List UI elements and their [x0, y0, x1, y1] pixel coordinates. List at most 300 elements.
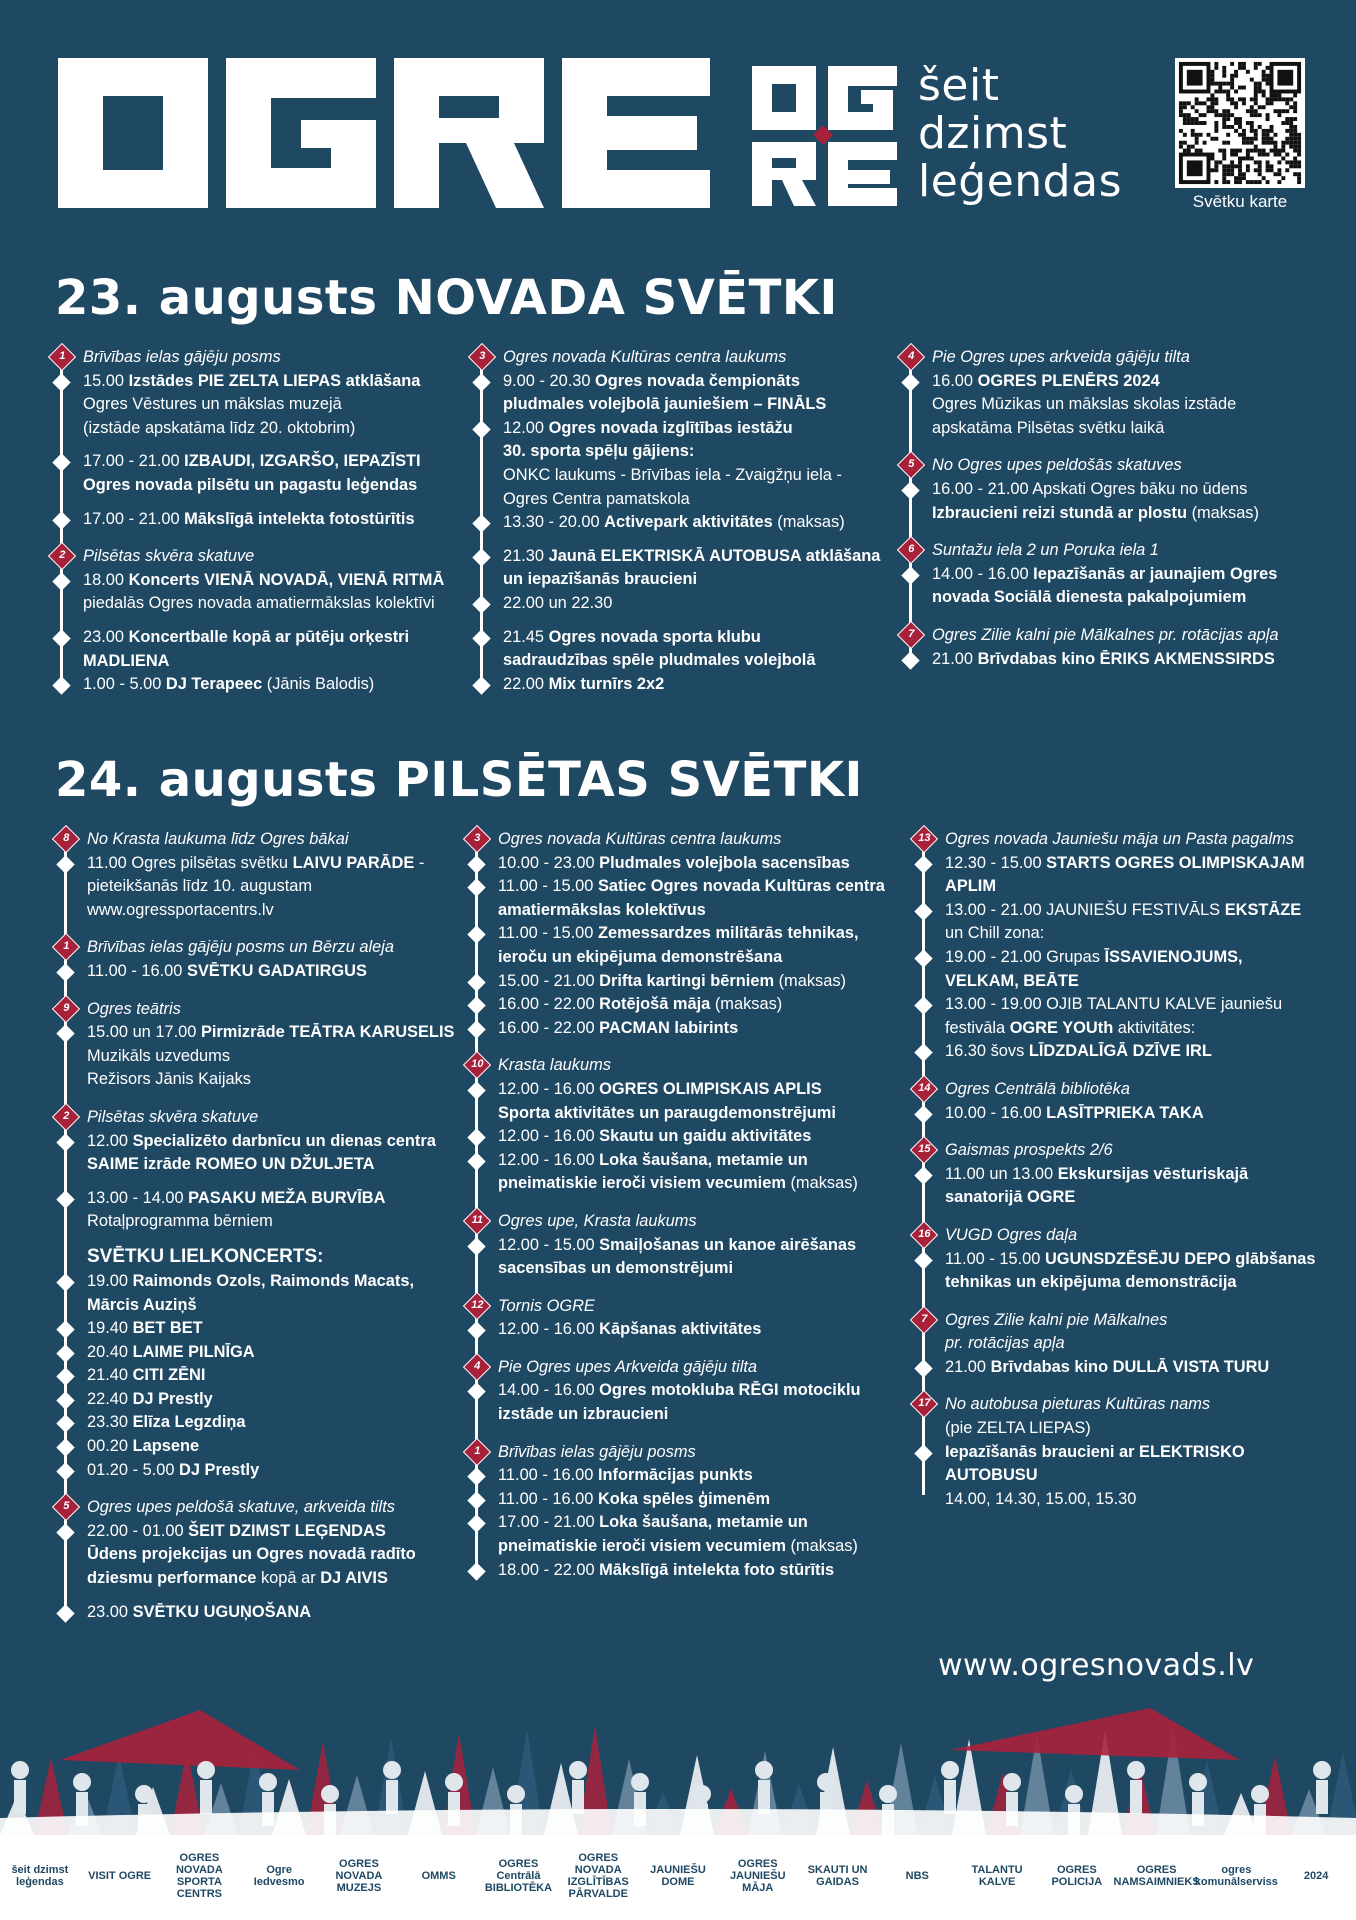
- event-line: [498, 1149, 918, 1173]
- event-line: [498, 993, 918, 1017]
- event-time: 12.00 - 16.00: [498, 1079, 600, 1098]
- event-marker: [56, 1368, 74, 1386]
- event-line: [932, 417, 1352, 441]
- sponsor-logo: OGRES NAMSAIMNIEKS: [1113, 1864, 1200, 1888]
- event-line: [87, 1045, 507, 1069]
- venue-heading: [918, 1139, 1356, 1163]
- event-title: Loka šaušana, metamie un: [599, 1513, 808, 1532]
- event-time: 21.00: [932, 649, 978, 668]
- event-time: 23.00: [87, 1602, 133, 1621]
- event-title: BET BET: [132, 1319, 203, 1338]
- sponsor-logo: ogres komunālserviss: [1194, 1864, 1278, 1888]
- event-line: [498, 1234, 918, 1258]
- event-time: 15.00: [83, 371, 129, 390]
- venue-heading-cont: [945, 1332, 1356, 1356]
- event-time: 11.00 - 16.00: [498, 1489, 598, 1508]
- event-marker: [56, 1391, 74, 1409]
- event-line: [498, 1257, 918, 1281]
- event-title: SVĒTKU UGUŅOŠANA: [132, 1602, 312, 1621]
- venue-heading: [908, 454, 1352, 478]
- event-title: Brīvdabas kino ĒRIKS AKMENSSIRDS: [977, 649, 1275, 668]
- event-title: STARTS OGRES OLIMPISKAJAM: [1046, 853, 1305, 872]
- event-title: Koncertballe kopā ar pūtēju orķestri: [128, 627, 410, 646]
- event-title: Satiec Ogres novada Kultūras centra: [597, 877, 885, 896]
- event-time: 9.00 - 20.30: [503, 371, 596, 390]
- section-gap: [932, 671, 1352, 685]
- event-line: [498, 1464, 918, 1488]
- event-line: [498, 1379, 918, 1403]
- event-line: [87, 1187, 507, 1211]
- event-line: [498, 922, 918, 946]
- event-time: 1.00 - 5.00: [83, 675, 166, 694]
- venue-heading: [474, 1441, 918, 1465]
- venue-name-cont: pr. rotācijas apļa: [945, 1334, 1065, 1353]
- event-title: ŠEIT DZIMST LEĢENDAS: [188, 1521, 386, 1540]
- event-title: Ogres motokluba RĒGI motociklu: [599, 1381, 861, 1400]
- event-time: (izstāde apskatāma līdz 20. oktobrim): [83, 418, 356, 437]
- event-time: apskatāma Pilsētas svētku laikā: [932, 418, 1165, 437]
- event-title: ieroču un ekipējuma demonstrēšana: [498, 947, 783, 966]
- sponsor-logo: TALANTU KALVE: [971, 1864, 1023, 1888]
- sponsor-logo: OGRES NOVADA IZGLĪTĪBAS PĀRVALDE: [567, 1852, 629, 1900]
- event-title: Rotējošā māja: [599, 995, 711, 1014]
- venue-number: 17: [918, 1397, 931, 1410]
- venue-heading: [908, 624, 1352, 648]
- event-title: Mākslīgā intelekta fotostūrītis: [184, 509, 415, 528]
- section-gap: [498, 1196, 918, 1210]
- venue-name: Ogres upes peldošā skatuve, arkveida tilts: [87, 1498, 395, 1517]
- event-time: 23.00: [83, 627, 129, 646]
- event-marker: [56, 1523, 74, 1541]
- sponsor-logo: VISIT OGRE: [88, 1870, 152, 1882]
- event-title: MADLIENA: [83, 651, 170, 670]
- venue-name: Pilsētas skvēra skatuve: [87, 1107, 259, 1126]
- event-time: 21.00: [945, 1357, 991, 1376]
- event-time: 14.00 - 16.00: [498, 1381, 600, 1400]
- event-title: Ogres novada čempionāts: [595, 371, 800, 390]
- event-time: 13.00 - 21.00 JAUNIEŠU FESTIVĀLS: [945, 900, 1225, 919]
- event-title: Ogres novada sporta klubu: [548, 627, 761, 646]
- day2-title: 24. augusts PILSĒTAS SVĒTKI: [55, 752, 863, 808]
- venue-number: 4: [908, 350, 915, 363]
- event-line: [87, 1244, 507, 1270]
- venue-name: Pie Ogres upes Arkveida gājēju tilta: [498, 1357, 758, 1376]
- event-line: [83, 417, 503, 441]
- event-title-2: DJ AIVIS: [320, 1569, 388, 1588]
- event-title: Ekskursijas vēsturiskajā: [1057, 1164, 1249, 1183]
- venue-heading: [474, 828, 918, 852]
- venue-number-marker: [48, 343, 76, 371]
- venue-number: 5: [908, 458, 915, 471]
- event-line: [945, 1441, 1356, 1465]
- event-line: [498, 1403, 918, 1427]
- event-line: [498, 946, 918, 970]
- event-line: [503, 511, 923, 535]
- ogre-logo: [58, 58, 710, 208]
- event-line: [83, 450, 503, 474]
- venue-number: 8: [63, 832, 70, 845]
- event-marker: [56, 963, 74, 981]
- event-line: [932, 370, 1352, 394]
- venue-name: Brīvības ielas gājēju posms un Bērzu aleja: [87, 938, 395, 957]
- venue-heading: [63, 936, 507, 960]
- venue-heading: [63, 828, 507, 852]
- venue-number-marker: [52, 1103, 80, 1131]
- section-gap: [932, 610, 1352, 624]
- event-time: 15.00 un 17.00: [87, 1023, 201, 1042]
- event-line: [498, 970, 918, 994]
- venue-number: 1: [63, 940, 70, 953]
- venue-number: 6: [908, 543, 915, 556]
- event-line: [87, 852, 507, 876]
- event-title: Ūdens projekcijas un Ogres novadā radīto: [87, 1545, 416, 1564]
- section-gap: [87, 922, 507, 936]
- event-time: 11.00 - 16.00: [498, 1466, 598, 1485]
- sponsor-logo: OGRES POLICIJA: [1051, 1864, 1103, 1888]
- event-time: 16.30 šovs: [945, 1042, 1029, 1061]
- sponsor-logo: Ogre Iedvesmo: [253, 1864, 305, 1888]
- event-time: 19.00: [87, 1271, 133, 1290]
- event-title: Izstādes PIE ZELTA LIEPAS atklāšana: [128, 371, 421, 390]
- event-time: 13.30 - 20.00: [503, 513, 605, 532]
- event-line: [87, 899, 507, 923]
- event-marker: [56, 1190, 74, 1208]
- venue-name: Ogres novada Kultūras centra laukums: [498, 830, 782, 848]
- event-line: [945, 922, 1356, 946]
- event-line: [945, 946, 1356, 970]
- event-note: -: [414, 853, 425, 872]
- venue-name: Suntažu iela 2 un Poruka iela 1: [932, 541, 1159, 560]
- event-title: tehnikas un ekipējuma demonstrācija: [945, 1273, 1237, 1292]
- event-line: [932, 478, 1352, 502]
- event-marker: [56, 1133, 74, 1151]
- venue-number: 3: [479, 350, 486, 363]
- section-gap: [87, 984, 507, 998]
- section-gap: [87, 1482, 507, 1496]
- event-title: Raimonds Ozols, Raimonds Macats,: [132, 1271, 415, 1290]
- event-title: pneimatiskie ieroči visiem vecumiem: [498, 1174, 786, 1193]
- venue-number: 13: [918, 832, 931, 845]
- event-title: Pludmales volejbola sacensības: [599, 853, 850, 872]
- venue-name: Gaismas prospekts 2/6: [945, 1141, 1113, 1160]
- venue-number-marker: [48, 542, 76, 570]
- event-line: [503, 626, 923, 650]
- sponsor-logo: OGRES NOVADA MUZEJS: [335, 1858, 383, 1894]
- event-line: [503, 649, 923, 673]
- event-line: [498, 1488, 918, 1512]
- section-gap: [498, 1281, 918, 1295]
- event-line: [83, 508, 503, 532]
- event-line: [83, 673, 503, 697]
- event-marker: [56, 1438, 74, 1456]
- venue-number-marker: [52, 933, 80, 961]
- event-title: Ogres novada izglītības iestāžu: [548, 418, 793, 437]
- event-time: 12.00 - 16.00: [498, 1320, 600, 1339]
- event-title: Lapsene: [132, 1437, 200, 1456]
- event-title: Smaiļošanas un kanoe airēšanas: [599, 1235, 857, 1254]
- venue-heading: [921, 1309, 1356, 1333]
- venue-number: 16: [918, 1228, 931, 1241]
- sponsor-logo: 2024: [1303, 1870, 1329, 1882]
- venue-name: Tornis OGRE: [498, 1296, 595, 1315]
- event-time: 23.30: [87, 1413, 133, 1432]
- sponsor-logo: OGRES JAUNIEŠU MĀJA: [729, 1858, 786, 1894]
- event-title: Brīvdabas kino DULLĀ VISTA TURU: [990, 1357, 1270, 1376]
- event-time: 11.00 - 15.00: [498, 924, 598, 943]
- event-line: [83, 569, 503, 593]
- venue-number: 7: [908, 628, 915, 641]
- event-line: [83, 393, 503, 417]
- event-line: [945, 1186, 1356, 1210]
- venue-heading: [63, 1106, 507, 1130]
- sponsor-logo: OGRES Centrālā BIBLIOTĒKA: [484, 1858, 553, 1894]
- venue-heading: [908, 346, 1352, 370]
- venue-heading: [471, 1054, 918, 1078]
- qr-code[interactable]: [1175, 58, 1305, 188]
- event-note: (maksas): [785, 1174, 858, 1193]
- event-title: IZBAUDI, IZGARŠO, IEPAZĪSTI: [184, 452, 421, 471]
- venue-name: Ogres teātris: [87, 999, 181, 1018]
- day1-title: 23. augusts NOVADA SVĒTKI: [55, 270, 838, 326]
- event-time: 13.00 - 14.00: [87, 1188, 189, 1207]
- event-time: Ogres Mūzikas un mākslas skolas izstāde: [932, 395, 1237, 414]
- event-line: [87, 1341, 507, 1365]
- event-marker: [52, 511, 70, 529]
- venue-number-marker: [52, 1493, 80, 1521]
- event-time: (pie ZELTA LIEPAS): [945, 1419, 1091, 1438]
- venue-heading: [918, 1224, 1356, 1248]
- event-marker: [56, 1320, 74, 1338]
- section-gap: [945, 1210, 1356, 1224]
- event-line: [945, 852, 1356, 876]
- event-time: 22.40: [87, 1389, 133, 1408]
- event-time: 10.00 - 16.00: [945, 1103, 1047, 1122]
- sponsor-logo: SKAUTI UN GAIDAS: [807, 1864, 868, 1888]
- event-line: [87, 1153, 507, 1177]
- event-line: [945, 875, 1356, 899]
- event-title: LASĪTPRIEKA TAKA: [1046, 1103, 1204, 1122]
- event-time: 16.00 - 21.00 Apskati Ogres bāku no ūdens: [932, 479, 1248, 498]
- sponsor-logo: šeit dzimst leģendas: [11, 1864, 69, 1888]
- program-column: [59, 346, 503, 711]
- event-line: [87, 1317, 507, 1341]
- event-time: Rotaļprogramma bērniem: [87, 1212, 273, 1231]
- event-marker: [56, 1273, 74, 1291]
- event-line: [498, 1511, 918, 1535]
- event-title: OGRES PLENĒRS 2024: [977, 371, 1160, 390]
- event-note: (maksas): [1187, 503, 1259, 522]
- venue-number: 14: [918, 1082, 931, 1095]
- event-time: 21.30: [503, 546, 549, 565]
- venue-name: No Krasta laukuma līdz Ogres bākai: [87, 830, 349, 848]
- event-line: [945, 1102, 1356, 1126]
- header: [0, 0, 1356, 245]
- event-time: 17.00 - 21.00: [83, 452, 185, 471]
- event-time: 11.00 un 13.00: [945, 1164, 1058, 1183]
- event-title: Kāpšanas aktivitātes: [599, 1320, 762, 1339]
- event-line: [503, 488, 923, 512]
- section-gap: [498, 1582, 918, 1596]
- event-time: un Chill zona:: [945, 924, 1045, 943]
- event-title: UGUNSDZĒSĒJU DEPO glābšanas: [1044, 1249, 1316, 1268]
- event-title: Informācijas punkts: [597, 1466, 753, 1485]
- event-title: Skautu un gaidu aktivitātes: [599, 1127, 812, 1146]
- event-line: [498, 1125, 918, 1149]
- event-line: [503, 673, 923, 697]
- event-title: sanatorijā OGRE: [945, 1188, 1076, 1207]
- event-title: dziesmu performance: [87, 1569, 257, 1588]
- event-note: (Jānis Balodis): [262, 675, 375, 694]
- venue-name: Ogres Zilie kalni pie Mālkalnes: [945, 1310, 1168, 1329]
- event-title: Mākslīgā intelekta foto stūrītis: [599, 1560, 835, 1579]
- event-line: [503, 464, 923, 488]
- venue-number: 3: [474, 832, 481, 845]
- event-title: Koka spēles ģimenēm: [597, 1489, 771, 1508]
- event-line: [83, 650, 503, 674]
- event-title: LAIME PILNĪGA: [132, 1342, 255, 1361]
- event-marker: [56, 1415, 74, 1433]
- section-gap: [932, 525, 1352, 539]
- event-line: [503, 592, 923, 616]
- event-line: [83, 592, 503, 616]
- section-gap: [498, 1040, 918, 1054]
- event-line: [87, 1364, 507, 1388]
- event-title: sadraudzības spēle pludmales volejbolā: [503, 651, 816, 670]
- event-line: [945, 1464, 1356, 1488]
- venue-name: Ogres upe, Krasta laukums: [498, 1211, 697, 1230]
- event-line: [503, 440, 923, 464]
- event-line: [945, 1248, 1356, 1272]
- event-time: 13.00 - 19.00 OJIB TALANTU KALVE jauniešu: [945, 995, 1283, 1014]
- event-line: [945, 1163, 1356, 1187]
- event-title: Pirmizrāde TEĀTRA KARUSELIS: [200, 1023, 455, 1042]
- venue-name: Brīvības ielas gājēju posms: [83, 348, 281, 366]
- event-title: novada Sociālā dienesta pakalpojumiem: [932, 588, 1247, 607]
- program-column: [479, 346, 923, 710]
- event-title: izstāde un izbraucieni: [498, 1405, 669, 1424]
- event-title: DJ Terapeec: [165, 675, 263, 694]
- event-line: [87, 1388, 507, 1412]
- event-time: 17.00 - 21.00: [83, 509, 185, 528]
- event-marker: [56, 855, 74, 873]
- event-title: Koncerts VIENĀ NOVADĀ, VIENĀ RITMĀ: [128, 570, 445, 589]
- event-line: [945, 1356, 1356, 1380]
- event-marker: [52, 454, 70, 472]
- event-title: DJ Prestly: [179, 1460, 260, 1479]
- section-gap: [945, 1295, 1356, 1309]
- event-line: [498, 852, 918, 876]
- event-line: [945, 970, 1356, 994]
- decorative-ornament: [0, 1700, 1356, 1835]
- event-time: 18.00: [83, 570, 129, 589]
- event-note: (maksas): [774, 971, 846, 990]
- event-title: APLIM: [945, 877, 996, 896]
- event-title: SVĒTKU GADATIRGUS: [186, 961, 367, 980]
- section-gap: [83, 697, 503, 711]
- event-line: [945, 1417, 1356, 1441]
- event-time: Ogres Vēstures un mākslas muzejā: [83, 395, 342, 414]
- venue-name: Pilsētas skvēra skatuve: [83, 547, 255, 566]
- event-line: [87, 1068, 507, 1092]
- venue-number: 4: [474, 1360, 481, 1373]
- event-note: aktivitātes:: [1113, 1018, 1196, 1037]
- event-line: [87, 1294, 507, 1318]
- event-line: [87, 1210, 507, 1234]
- event-line: [945, 1488, 1356, 1512]
- event-time: 12.00 - 15.00: [498, 1235, 600, 1254]
- event-title: EKSTĀZE: [1224, 900, 1302, 919]
- event-line: [932, 563, 1352, 587]
- venue-heading: [479, 346, 923, 370]
- event-time: ONKC laukums - Brīvības iela - Zvaigžņu iela -: [503, 465, 842, 484]
- event-title: Zemessardzes militārās tehnikas,: [597, 924, 859, 943]
- event-line: [87, 1459, 507, 1483]
- event-line: [945, 1040, 1356, 1064]
- event-line: [87, 1270, 507, 1294]
- venue-number: 12: [471, 1298, 484, 1311]
- event-title: Elīza Legzdiņa: [132, 1413, 246, 1432]
- website-link[interactable]: www.ogresnovads.lv: [938, 1648, 1255, 1683]
- sponsor-logo: OMMS: [421, 1870, 456, 1882]
- venue-heading: [63, 998, 507, 1022]
- event-time: 11.00 - 16.00: [87, 961, 187, 980]
- event-line: [498, 875, 918, 899]
- event-title: VELKAM, BEĀTE: [945, 971, 1079, 990]
- event-line: [945, 899, 1356, 923]
- event-time: 10.00 - 23.00: [498, 853, 600, 872]
- program-column: [63, 828, 507, 1638]
- venue-number: 9: [63, 1001, 70, 1014]
- event-marker: [56, 1462, 74, 1480]
- event-line: [498, 1559, 918, 1583]
- venue-heading: [918, 828, 1356, 852]
- event-note: kopā ar: [256, 1569, 321, 1588]
- event-title: PASAKU MEŽA BURVĪBA: [188, 1188, 386, 1207]
- event-time: 12.00 - 16.00: [498, 1150, 600, 1169]
- event-title: ĪSSAVIENOJUMS,: [1104, 947, 1243, 966]
- program-column: [908, 346, 1352, 685]
- event-title: Ogres novada pilsētu un pagastu leģendas: [83, 475, 418, 494]
- event-time: Režisors Jānis Kaijaks: [87, 1070, 251, 1089]
- event-title: 30. sporta spēļu gājiens:: [503, 442, 695, 461]
- event-note: (maksas): [710, 995, 783, 1014]
- event-title: OGRES OLIMPISKAIS APLIS: [599, 1079, 822, 1098]
- event-time: 15.00 - 21.00: [498, 971, 600, 990]
- event-marker: [56, 1344, 74, 1362]
- section-gap: [87, 1624, 507, 1638]
- event-time: 21.40: [87, 1366, 133, 1385]
- event-line: [498, 1102, 918, 1126]
- venue-heading: [471, 1210, 918, 1234]
- venue-name: Krasta laukums: [498, 1056, 611, 1075]
- venue-number: 2: [59, 549, 66, 562]
- venue-name: Ogres Zilie kalni pie Mālkalnes pr. rotācijas apļa: [932, 625, 1279, 644]
- event-time: Ogres Centra pamatskola: [503, 489, 690, 508]
- ogre-emblem-logo: [752, 66, 897, 206]
- event-title: LAIVU PARĀDE: [292, 853, 415, 872]
- event-time: 11.00 - 15.00: [945, 1249, 1045, 1268]
- event-time: 20.40: [87, 1342, 133, 1361]
- event-time: 00.20: [87, 1437, 133, 1456]
- event-time: 14.00, 14.30, 15.00, 15.30: [945, 1489, 1137, 1508]
- event-line: [87, 1435, 507, 1459]
- event-time: 21.45: [503, 627, 549, 646]
- event-title: un iepazīšanās braucieni: [503, 570, 698, 589]
- event-time: 16.00: [932, 371, 978, 390]
- venue-heading: [63, 1496, 507, 1520]
- event-time: 12.00: [87, 1131, 133, 1150]
- section-gap: [945, 1064, 1356, 1078]
